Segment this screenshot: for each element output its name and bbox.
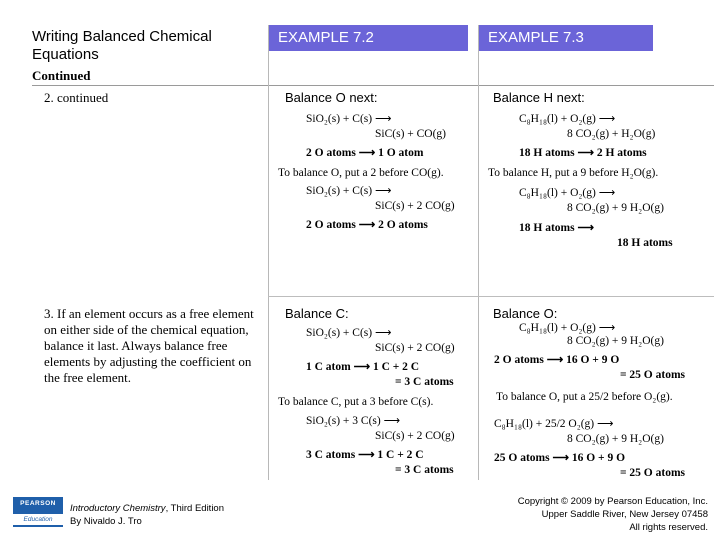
ex73-eq-line: C₈H₁₈(l) + 25/2 O₂(g) ⟶ bbox=[494, 418, 614, 430]
copyright-line: All rights reserved. bbox=[629, 522, 708, 533]
logo-top-text: PEARSON bbox=[20, 500, 56, 507]
ex73-atom-count: = 25 O atoms bbox=[620, 467, 686, 479]
copyright-notice bbox=[518, 495, 708, 534]
ex72-eq-line: SiO₂(s) + C(s) ⟶ bbox=[306, 327, 392, 339]
continued-label: Continued bbox=[32, 68, 91, 83]
example-7-3-header: EXAMPLE 7.3 bbox=[478, 25, 653, 51]
example-7-2-header: EXAMPLE 7.2 bbox=[268, 25, 468, 51]
ex73-atom-count: 18 H atoms bbox=[617, 237, 673, 249]
ex73-atom-count: 18 H atoms ⟶ 2 H atoms bbox=[519, 147, 647, 159]
book-credit bbox=[70, 502, 224, 528]
ex73-atom-count: 2 O atoms ⟶ 16 O + 9 O bbox=[494, 354, 620, 366]
logo-bottom-text: Education bbox=[13, 514, 63, 525]
book-edition: , Third Edition bbox=[165, 503, 225, 514]
book-title: Introductory Chemistry bbox=[70, 503, 166, 514]
ex72-eq-line: SiO₂(s) + C(s) ⟶ bbox=[306, 185, 392, 197]
ex72-atom-count: = 3 C atoms bbox=[395, 464, 454, 476]
slide-title: Writing Balanced Chemical Equations bbox=[32, 28, 212, 63]
copyright-line: Copyright © 2009 by Pearson Education, Inc. bbox=[517, 496, 708, 507]
ex73-eq-line: C₈H₁₈(l) + O₂(g) ⟶ bbox=[519, 187, 616, 199]
ex72-atom-count: 3 C atoms ⟶ 1 C + 2 C bbox=[306, 449, 424, 461]
ex73-eq-line: 8 CO₂(g) + 9 H₂O(g) bbox=[567, 433, 664, 445]
ex72-instruction: To balance O, put a 2 before CO(g). bbox=[278, 167, 444, 179]
column-divider-1 bbox=[268, 25, 269, 480]
ex73-atom-count: = 25 O atoms bbox=[620, 369, 686, 381]
ex73-instruction: To balance H, put a 9 before H₂O(g). bbox=[488, 167, 659, 179]
ex72-instruction: To balance C, put a 3 before C(s). bbox=[278, 396, 434, 408]
ex73-atom-count: 18 H atoms ⟶ bbox=[519, 222, 594, 234]
ex72-atom-count: 2 O atoms ⟶ 1 O atom bbox=[306, 147, 424, 159]
ex72-balance-o-heading: Balance O next: bbox=[285, 90, 378, 105]
ex73-balance-o-heading: Balance O: bbox=[493, 306, 558, 321]
ex72-atom-count: 1 C atom ⟶ 1 C + 2 C bbox=[306, 361, 420, 373]
ex73-eq-line: C₈H₁₈(l) + O₂(g) ⟶ bbox=[519, 113, 616, 125]
ex72-eq-line: SiO₂(s) + C(s) ⟶ bbox=[306, 113, 392, 125]
ex72-eq-line: Si​C(s) + CO(g) bbox=[375, 128, 447, 140]
step-3-text: 3. If an element occurs as a free element on either side of the chemical equation, balance it last. Always balance free elements by adjusting the coefficient on the free element. bbox=[44, 306, 254, 385]
ex73-eq-line: 8 CO₂(g) + 9 H₂O(g) bbox=[567, 335, 664, 347]
copyright-line: Upper Saddle River, New Jersey 07458 bbox=[541, 509, 708, 520]
header-divider bbox=[32, 85, 714, 86]
ex73-atom-count: 25 O atoms ⟶ 16 O + 9 O bbox=[494, 452, 626, 464]
ex72-eq-line: SiO₂(s) + 3 C(s) ⟶ bbox=[306, 415, 401, 427]
ex72-atom-count: 2 O atoms ⟶ 2 O atoms bbox=[306, 219, 428, 231]
ex72-atom-count: = 3 C atoms bbox=[395, 376, 454, 388]
ex72-balance-c-heading: Balance C: bbox=[285, 306, 349, 321]
ex72-eq-line: Si​C(s) + 2 CO(g) bbox=[375, 200, 455, 212]
ex73-balance-h-heading: Balance H next: bbox=[493, 90, 585, 105]
ex73-eq-line: C₈H₁₈(l) + O₂(g) ⟶ bbox=[519, 322, 616, 334]
ex73-eq-line: 8 CO₂(g) + H₂O(g) bbox=[567, 128, 656, 140]
ex73-instruction: To balance O, put a 25/2 before O₂(g). bbox=[496, 391, 673, 403]
row-divider bbox=[268, 296, 714, 297]
step-2-continued: 2. continued bbox=[44, 90, 109, 105]
column-divider-2 bbox=[478, 25, 479, 480]
ex73-eq-line: 8 CO₂(g) + 9 H₂O(g) bbox=[567, 202, 664, 214]
book-author: By Nivaldo J. Tro bbox=[70, 516, 142, 527]
ex72-eq-line: Si​C(s) + 2 CO(g) bbox=[375, 342, 455, 354]
ex72-eq-line: Si​C(s) + 2 CO(g) bbox=[375, 430, 455, 442]
pearson-logo bbox=[13, 497, 63, 527]
